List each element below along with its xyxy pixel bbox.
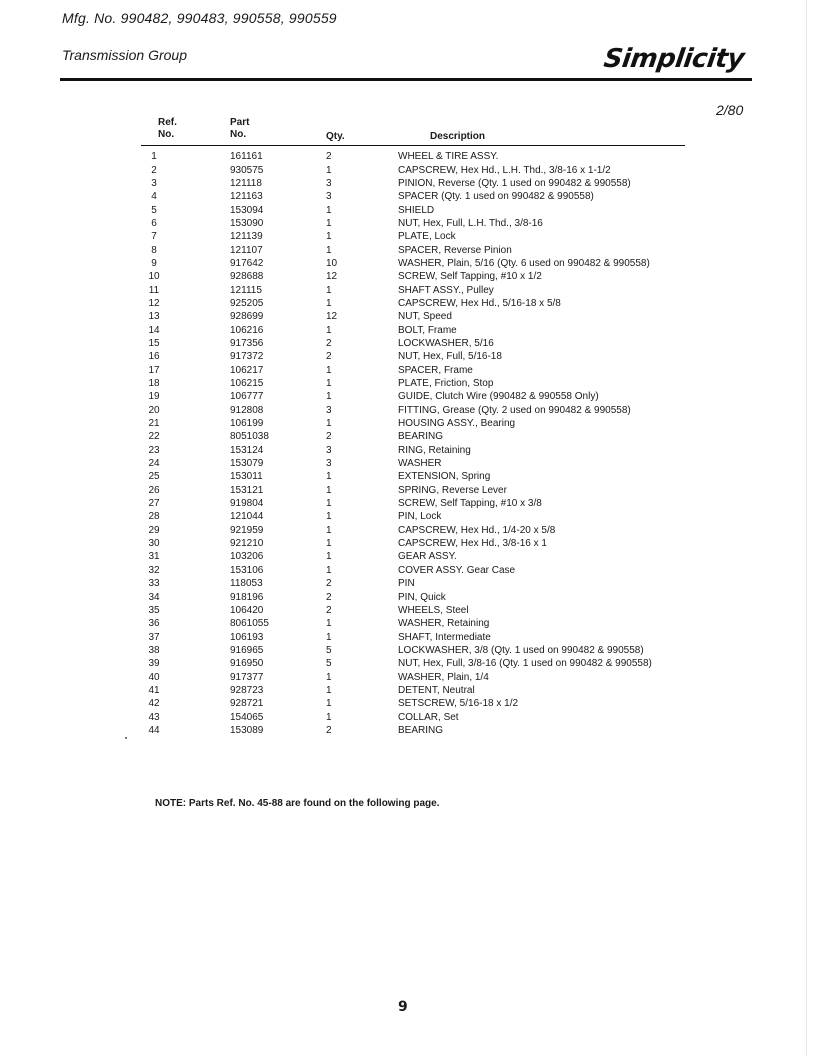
table-row	[141, 537, 685, 550]
column-header-rule	[141, 145, 685, 146]
table-row	[141, 497, 685, 510]
quantity-cell: 1	[326, 244, 332, 256]
ref-cell: 7	[151, 231, 157, 243]
table-row	[141, 484, 685, 497]
revision-date: 2/80	[716, 102, 744, 118]
part-number-cell: 928721	[230, 698, 264, 710]
quantity-cell: 1	[326, 378, 332, 390]
description-cell: PINION, Reverse (Qty. 1 used on 990482 & 990558)	[398, 177, 631, 189]
ref-cell: 41	[148, 684, 160, 696]
page-number: 9	[398, 999, 408, 1015]
table-row	[141, 417, 685, 430]
spacer-cell	[167, 617, 230, 630]
description-cell: COLLAR, Set	[398, 711, 459, 723]
table-row	[141, 657, 685, 670]
ref-cell: 19	[148, 391, 160, 403]
table-row	[141, 457, 685, 470]
ref-cell: 25	[148, 471, 160, 483]
description-cell: CAPSCREW, Hex Hd., L.H. Thd., 3/8-16 x 1-1/2	[398, 164, 611, 176]
description-cell: BOLT, Frame	[398, 324, 457, 336]
spacer-cell	[167, 203, 230, 216]
part-number-cell: 916965	[230, 644, 264, 656]
spacer-cell	[167, 230, 230, 243]
part-number-cell: 8061055	[230, 618, 269, 630]
section-title: Transmission Group	[62, 47, 188, 63]
description-cell: WASHER, Retaining	[398, 618, 490, 630]
description-cell: NUT, Hex, Full, 3/8-16 (Qty. 1 used on 990482 & 990558)	[398, 658, 652, 670]
description-cell: SCREW, Self Tapping, #10 x 1/2	[398, 271, 542, 283]
quantity-cell: 1	[326, 297, 332, 309]
spacer-cell	[167, 190, 230, 203]
quantity-cell: 3	[326, 191, 332, 203]
ref-cell: 8	[151, 244, 157, 256]
table-row	[141, 470, 685, 483]
description-cell: WASHER, Plain, 5/16 (Qty. 6 used on 990482 & 990558)	[398, 257, 650, 269]
ref-cell: 6	[151, 217, 157, 229]
ref-cell: 17	[148, 364, 160, 376]
ref-cell: 18	[148, 378, 160, 390]
part-number-cell: 106193	[230, 631, 264, 643]
quantity-cell: 3	[326, 444, 332, 456]
description-cell: DETENT, Neutral	[398, 684, 475, 696]
table-row	[141, 684, 685, 697]
spacer-cell	[167, 297, 230, 310]
quantity-cell: 1	[326, 538, 332, 550]
quantity-cell: 1	[326, 391, 332, 403]
part-number-cell: 153106	[230, 564, 264, 576]
part-number-cell: 106216	[230, 324, 264, 336]
spacer-cell	[167, 457, 230, 470]
col-header-part-line2: No.	[230, 129, 247, 140]
table-row	[141, 190, 685, 203]
ref-cell: 36	[148, 618, 160, 630]
ref-cell: 44	[148, 724, 160, 736]
quantity-cell: 1	[326, 231, 332, 243]
quantity-cell: 5	[326, 658, 332, 670]
ref-cell: 27	[148, 498, 160, 510]
quantity-cell: 1	[326, 498, 332, 510]
quantity-cell: 12	[326, 311, 338, 323]
col-header-ref-line2: No.	[158, 129, 175, 140]
spacer-cell	[167, 537, 230, 550]
table-row	[141, 283, 685, 296]
description-cell: LOCKWASHER, 5/16	[398, 337, 494, 349]
col-header-part	[230, 117, 249, 141]
table-row	[141, 564, 685, 577]
part-number-cell: 121115	[230, 284, 262, 296]
ref-cell: 37	[148, 631, 160, 643]
spacer-cell	[167, 670, 230, 683]
table-row	[141, 257, 685, 270]
description-cell: PLATE, Lock	[398, 231, 456, 243]
description-cell: SPACER, Frame	[398, 364, 473, 376]
part-number-cell: 153011	[230, 471, 263, 483]
part-number-cell: 912808	[230, 404, 264, 416]
ref-cell: 3	[151, 177, 157, 189]
part-number-cell: 154065	[230, 711, 264, 723]
ref-cell: 32	[148, 564, 160, 576]
part-number-cell: 928688	[230, 271, 264, 283]
table-row	[141, 604, 685, 617]
ref-cell: 14	[148, 324, 160, 336]
description-cell: COVER ASSY. Gear Case	[398, 564, 516, 576]
description-cell: SHAFT ASSY., Pulley	[398, 284, 494, 296]
quantity-cell: 1	[326, 511, 332, 523]
ref-cell: 13	[148, 311, 160, 323]
quantity-cell: 3	[326, 177, 332, 189]
table-row	[141, 644, 685, 657]
table-row	[141, 337, 685, 350]
description-cell: SHAFT, Intermediate	[398, 631, 491, 643]
part-number-cell: 928723	[230, 684, 264, 696]
ref-cell: 31	[148, 551, 160, 563]
description-cell: PIN, Quick	[398, 591, 446, 603]
ref-cell: 24	[148, 458, 160, 470]
table-row	[141, 270, 685, 283]
table-row	[141, 710, 685, 723]
description-cell: EXTENSION, Spring	[398, 471, 491, 483]
description-cell: GEAR ASSY.	[398, 551, 457, 563]
col-header-qty: Qty.	[326, 131, 345, 142]
description-cell: BEARING	[398, 724, 444, 736]
table-row	[141, 163, 685, 176]
description-cell: HOUSING ASSY., Bearing	[398, 418, 516, 430]
part-number-cell: 118053	[230, 578, 263, 590]
part-number-cell: 121107	[230, 244, 263, 256]
ref-cell: 21	[148, 418, 160, 430]
quantity-cell: 1	[326, 204, 332, 216]
spacer-cell	[167, 644, 230, 657]
spacer-cell	[167, 323, 230, 336]
spacer-cell	[167, 724, 230, 737]
part-number-cell: 153090	[230, 217, 264, 229]
quantity-cell: 1	[326, 618, 332, 630]
spacer-cell	[167, 630, 230, 643]
quantity-cell: 1	[326, 364, 332, 376]
spacer-cell	[167, 710, 230, 723]
description-cell: SETSCREW, 5/16-18 x 1/2	[398, 698, 519, 710]
part-number-cell: 153121	[230, 484, 264, 496]
quantity-cell: 2	[326, 724, 332, 736]
spacer-cell	[167, 257, 230, 270]
description-cell: SPACER (Qty. 1 used on 990482 & 990558)	[398, 191, 594, 203]
quantity-cell: 5	[326, 644, 332, 656]
spacer-cell	[167, 524, 230, 537]
description-cell: LOCKWASHER, 3/8 (Qty. 1 used on 990482 & 990558)	[398, 644, 644, 656]
ref-cell: 16	[148, 351, 160, 363]
part-number-cell: 153089	[230, 724, 264, 736]
part-number-cell: 153124	[230, 444, 264, 456]
ref-cell: 2	[151, 164, 157, 176]
quantity-cell: 2	[326, 604, 332, 616]
ref-cell: 30	[148, 538, 160, 550]
table-row	[141, 203, 685, 216]
col-header-part-line1: Part	[230, 117, 250, 128]
description-cell: SPRING, Reverse Lever	[398, 484, 507, 496]
quantity-cell: 1	[326, 471, 332, 483]
spacer-cell	[167, 497, 230, 510]
spacer-cell	[167, 577, 230, 590]
spacer-cell	[167, 444, 230, 457]
part-number-cell: 928699	[230, 311, 264, 323]
spacer-cell	[167, 430, 230, 443]
description-cell: SHIELD	[398, 204, 435, 216]
part-number-cell: 918196	[230, 591, 264, 603]
quantity-cell: 1	[326, 698, 332, 710]
scan-speck	[125, 737, 127, 739]
description-cell: WASHER	[398, 458, 442, 470]
table-row	[141, 404, 685, 417]
simplicity-logo: Simplicity	[601, 44, 746, 74]
description-cell: FITTING, Grease (Qty. 2 used on 990482 & 990558)	[398, 404, 631, 416]
table-row	[141, 390, 685, 403]
part-number-cell: 121163	[230, 191, 263, 203]
quantity-cell: 2	[326, 591, 332, 603]
table-row	[141, 177, 685, 190]
part-number-cell: 161161	[230, 151, 263, 163]
ref-cell: 39	[148, 658, 160, 670]
spacer-cell	[167, 417, 230, 430]
description-cell: SCREW, Self Tapping, #10 x 3/8	[398, 498, 542, 510]
quantity-cell: 1	[326, 671, 332, 683]
ref-cell: 34	[148, 591, 160, 603]
spacer-cell	[167, 270, 230, 283]
description-cell: GUIDE, Clutch Wire (990482 & 990558 Only)	[398, 391, 599, 403]
table-row	[141, 697, 685, 710]
ref-cell: 43	[148, 711, 160, 723]
ref-cell: 40	[148, 671, 160, 683]
quantity-cell: 1	[326, 484, 332, 496]
part-number-cell: 106217	[230, 364, 264, 376]
description-cell: CAPSCREW, Hex Hd., 1/4-20 x 5/8	[398, 524, 556, 536]
description-cell: WHEEL & TIRE ASSY.	[398, 151, 499, 163]
part-number-cell: 106215	[230, 378, 264, 390]
description-cell: PLATE, Friction, Stop	[398, 378, 494, 390]
quantity-cell: 1	[326, 217, 332, 229]
quantity-cell: 1	[326, 324, 332, 336]
quantity-cell: 1	[326, 711, 332, 723]
spacer-cell	[167, 283, 230, 296]
part-number-cell: 921210	[230, 538, 264, 550]
quantity-cell: 3	[326, 458, 332, 470]
table-row	[141, 724, 685, 737]
table-row	[141, 350, 685, 363]
description-cell: CAPSCREW, Hex Hd., 5/16-18 x 5/8	[398, 297, 561, 309]
ref-cell: 12	[148, 297, 160, 309]
ref-cell: 42	[148, 698, 160, 710]
spacer-cell	[167, 510, 230, 523]
table-row	[141, 590, 685, 603]
spacer-cell	[167, 470, 230, 483]
part-number-cell: 106777	[230, 391, 264, 403]
spacer-cell	[167, 390, 230, 403]
ref-cell: 10	[148, 271, 160, 283]
description-cell: NUT, Hex, Full, L.H. Thd., 3/8-16	[398, 217, 543, 229]
part-number-cell: 917372	[230, 351, 264, 363]
quantity-cell: 10	[326, 257, 338, 269]
parts-table-body	[141, 150, 685, 737]
col-header-ref-line1: Ref.	[158, 117, 177, 128]
ref-cell: 9	[151, 257, 157, 269]
quantity-cell: 1	[326, 164, 332, 176]
quantity-cell: 1	[326, 564, 332, 576]
part-number-cell: 153094	[230, 204, 264, 216]
quantity-cell: 3	[326, 404, 332, 416]
table-row	[141, 323, 685, 336]
spacer-cell	[167, 404, 230, 417]
description-cell: SPACER, Reverse Pinion	[398, 244, 512, 256]
parts-note: NOTE: Parts Ref. No. 45-88 are found on the following page.	[155, 798, 440, 809]
table-row	[141, 217, 685, 230]
spacer-cell	[167, 590, 230, 603]
part-number-cell: 106199	[230, 418, 264, 430]
spacer-cell	[167, 350, 230, 363]
ref-cell: 5	[151, 204, 157, 216]
part-number-cell: 121118	[230, 177, 262, 189]
ref-cell: 22	[148, 431, 160, 443]
table-row	[141, 430, 685, 443]
ref-cell: 20	[148, 404, 160, 416]
part-number-cell: 916950	[230, 658, 264, 670]
ref-cell: 15	[148, 337, 160, 349]
spacer-cell	[167, 684, 230, 697]
ref-cell: 35	[148, 604, 160, 616]
table-row	[141, 550, 685, 563]
table-row	[141, 377, 685, 390]
quantity-cell: 12	[326, 271, 338, 283]
table-row	[141, 297, 685, 310]
spacer-cell	[167, 697, 230, 710]
table-row	[141, 310, 685, 323]
table-row	[141, 630, 685, 643]
spacer-cell	[167, 377, 230, 390]
table-row	[141, 444, 685, 457]
manufacturer-numbers: Mfg. No. 990482, 990483, 990558, 990559	[62, 10, 337, 26]
table-row	[141, 577, 685, 590]
part-number-cell: 917642	[230, 257, 264, 269]
table-row	[141, 150, 685, 163]
quantity-cell: 2	[326, 351, 332, 363]
ref-cell: 38	[148, 644, 160, 656]
spacer-cell	[167, 217, 230, 230]
table-row	[141, 617, 685, 630]
spacer-cell	[167, 364, 230, 377]
ref-cell: 26	[148, 484, 160, 496]
part-number-cell: 917377	[230, 671, 264, 683]
description-cell: BEARING	[398, 431, 444, 443]
part-number-cell: 121139	[230, 231, 263, 243]
spacer-cell	[167, 564, 230, 577]
description-cell: WHEELS, Steel	[398, 604, 469, 616]
col-header-ref	[158, 117, 177, 141]
part-number-cell: 925205	[230, 297, 264, 309]
description-cell: CAPSCREW, Hex Hd., 3/8-16 x 1	[398, 538, 547, 550]
spacer-cell	[167, 337, 230, 350]
description-cell: NUT, Speed	[398, 311, 452, 323]
part-number-cell: 121044	[230, 511, 264, 523]
spacer-cell	[167, 484, 230, 497]
spacer-cell	[167, 657, 230, 670]
part-number-cell: 106420	[230, 604, 264, 616]
ref-cell: 33	[148, 578, 160, 590]
ref-cell: 11	[148, 284, 160, 296]
quantity-cell: 2	[326, 578, 332, 590]
scan-edge	[806, 0, 807, 1056]
table-row	[141, 364, 685, 377]
description-cell: WASHER, Plain, 1/4	[398, 671, 489, 683]
quantity-cell: 1	[326, 524, 332, 536]
quantity-cell: 1	[326, 418, 332, 430]
spacer-cell	[167, 163, 230, 176]
quantity-cell: 2	[326, 431, 332, 443]
part-number-cell: 917356	[230, 337, 264, 349]
ref-cell: 4	[151, 191, 157, 203]
ref-cell: 29	[148, 524, 160, 536]
description-cell: NUT, Hex, Full, 5/16-18	[398, 351, 502, 363]
spacer-cell	[167, 550, 230, 563]
table-row	[141, 510, 685, 523]
part-number-cell: 919804	[230, 498, 264, 510]
table-row	[141, 670, 685, 683]
col-header-description: Description	[430, 131, 486, 142]
spacer-cell	[167, 243, 230, 256]
spacer-cell	[167, 604, 230, 617]
table-row	[141, 243, 685, 256]
part-number-cell: 153079	[230, 458, 264, 470]
quantity-cell: 2	[326, 337, 332, 349]
spacer-cell	[167, 310, 230, 323]
ref-cell: 23	[148, 444, 160, 456]
quantity-cell: 1	[326, 631, 332, 643]
quantity-cell: 1	[326, 684, 332, 696]
part-number-cell: 930575	[230, 164, 264, 176]
quantity-cell: 1	[326, 284, 332, 296]
table-row	[141, 524, 685, 537]
part-number-cell: 103206	[230, 551, 264, 563]
part-number-cell: 921959	[230, 524, 264, 536]
parts-table	[141, 150, 685, 737]
ref-cell: 28	[148, 511, 160, 523]
header-rule	[60, 78, 752, 81]
description-cell: PIN	[398, 578, 415, 590]
description-cell: PIN, Lock	[398, 511, 442, 523]
spacer-cell	[167, 150, 230, 163]
part-number-cell: 8051038	[230, 431, 269, 443]
table-row	[141, 230, 685, 243]
quantity-cell: 2	[326, 151, 332, 163]
quantity-cell: 1	[326, 551, 332, 563]
ref-cell: 1	[151, 151, 157, 163]
description-cell: RING, Retaining	[398, 444, 471, 456]
spacer-cell	[167, 177, 230, 190]
